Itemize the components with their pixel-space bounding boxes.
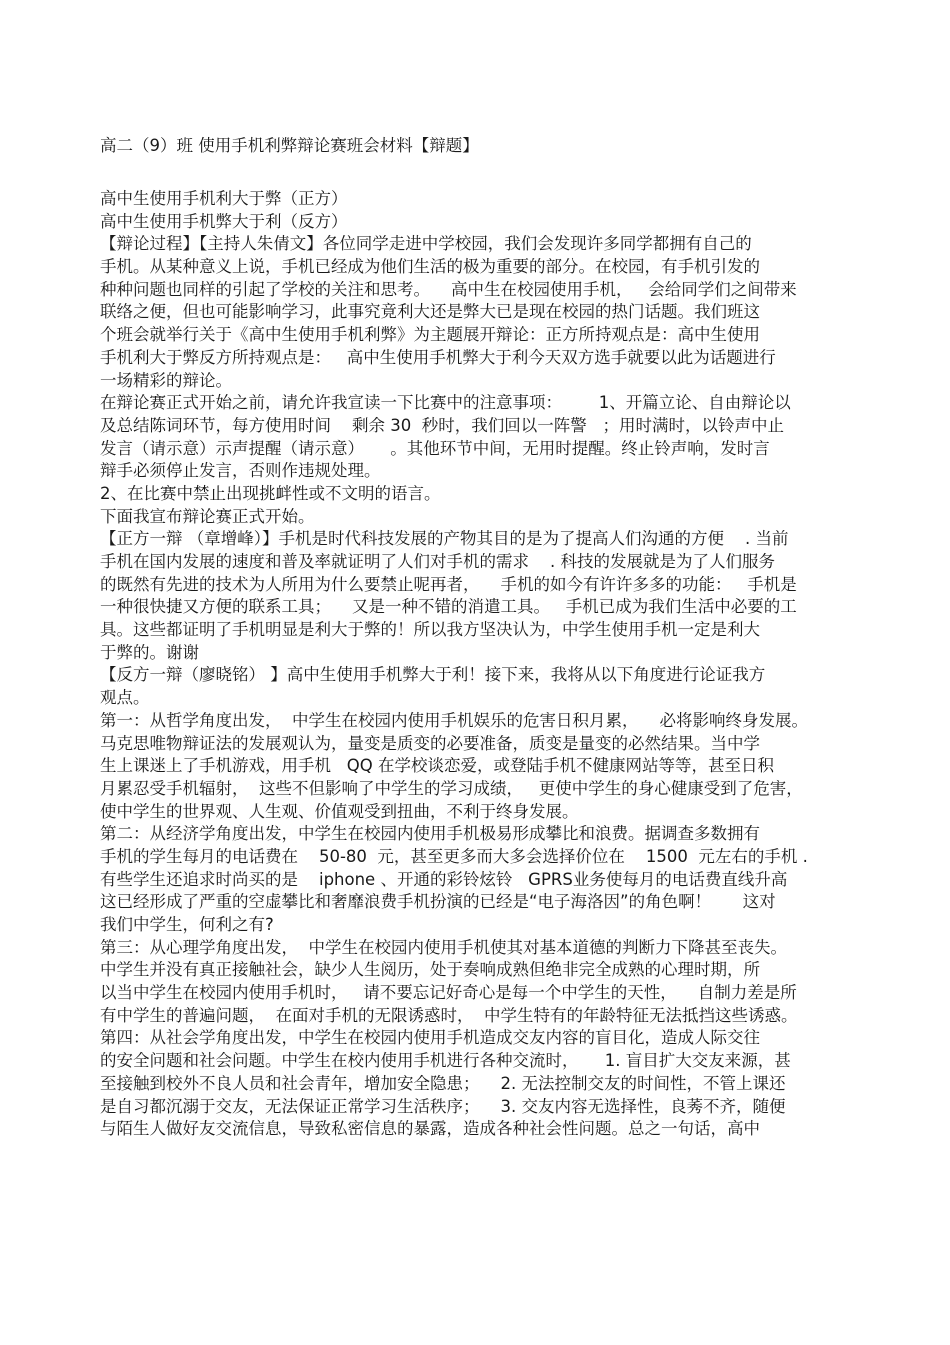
text-line: 种种问题也同样的引起了学校的关注和思考。 高中生在校园使用手机， 会给同学们之间带来: [100, 279, 797, 299]
text-line: 马克思唯物辩证法的发展观认为，量变是质变的必要准备，质变是量变的必然结果。当中学: [100, 733, 760, 753]
text-line: 这已经形成了严重的空虚攀比和奢靡浪费手机扮演的已经是“电子海洛因”的角色啊！ 这对: [100, 892, 776, 912]
text-line: 有些学生还追求时尚买的是 iphone 、开通的彩铃炫铃 GPRS业务使每月的电话费直线升高: [100, 869, 788, 889]
text-line: 手机利大于弊反方所持观点是： 高中生使用手机弊大于利今天双方选手就要以此为话题进行: [100, 347, 776, 367]
text-line: 是自习都沉溺于交友，无法保证正常学习生活秩序； 3. 交友内容无选择性，良莠不齐，随便: [100, 1096, 786, 1116]
text-line: 至接触到校外不良人员和社会青年，增加安全隐患； 2. 无法控制交友的时间性，不管上课还: [100, 1073, 786, 1093]
text-line: 第三：从心理学角度出发， 中学生在校园内使用手机使其对基本道德的判断力下降甚至丧失。: [100, 937, 787, 957]
document-title: 高二（9）班 使用手机利弊辩论赛班会材料【辩题】: [100, 136, 479, 155]
text-line: 观点。: [100, 688, 150, 708]
document-body: [100, 188, 860, 1141]
text-line: 发言（请示意）示声提醒（请示意） 。其他环节中间，无用时提醒。终止铃声响，发时言: [100, 438, 770, 458]
text-line: 第一：从哲学角度出发， 中学生在校园内使用手机娱乐的危害日积月累， 必将影响终身发展。: [100, 710, 808, 730]
text-line: 辩手必须停止发言，否则作违规处理。: [100, 461, 381, 481]
text-line: 使中学生的世界观、人生观、价值观受到扭曲，不利于终身发展。: [100, 801, 579, 821]
text-line: 中学生并没有真正接触社会，缺少人生阅历，处于奏响成熟但绝非完全成熟的心理时期，所: [100, 960, 760, 980]
text-line: 高中生使用手机弊大于利（反方）: [100, 211, 348, 231]
text-line: 手机。从某种意义上说，手机已经成为他们生活的极为重要的部分。在校园，有手机引发的: [100, 257, 760, 277]
text-line: 及总结陈词环节，每方使用时间 剩余 30 秒时，我们回以一阵警 ；用时满时，以铃声中止: [100, 415, 784, 435]
text-line: 个班会就举行关于《高中生使用手机利弊》为主题展开辩论：正方所持观点是：高中生使用: [100, 325, 760, 345]
text-line: 月累忍受手机辐射， 这些不但影响了中学生的学习成绩， 更使中学生的身心健康受到了危害，: [100, 778, 803, 798]
text-line: 的既然有先进的技术为人所用为什么要禁止呢再者， 手机的如今有许许多多的功能： 手机是: [100, 574, 797, 594]
text-line: 一场精彩的辩论。: [100, 370, 232, 390]
text-line: 【反方一辩（廖晓铭） 】高中生使用手机弊大于利！接下来，我将从以下角度进行论证我方: [100, 665, 766, 685]
text-line: 生上课迷上了手机游戏，用手机 QQ 在学校谈恋爱，或登陆手机不健康网站等等，甚至日积: [100, 756, 774, 776]
text-line: 2、在比赛中禁止出现挑衅性或不文明的语言。: [100, 483, 441, 503]
text-line: 一种很快捷又方便的联系工具； 又是一种不错的消遣工具。 手机已成为我们生活中必要的工: [100, 597, 797, 617]
text-line: 具。这些都证明了手机明显是利大于弊的！所以我方坚决认为，中学生使用手机一定是利大: [100, 620, 760, 640]
text-line: 高中生使用手机利大于弊（正方）: [100, 189, 348, 208]
text-line: 于弊的。谢谢: [100, 642, 199, 662]
text-line: 有中学生的普遍问题， 在面对手机的无限诱惑时， 中学生特有的年龄特征无法抵挡这些诱惑。: [100, 1005, 798, 1025]
text-line: 手机的学生每月的电话费在 50-80 元，甚至更多而大多会选择价位在 1500 元左右的手机 .: [100, 846, 808, 866]
text-line: 手机在国内发展的速度和普及率就证明了人们对手机的需求 . 科技的发展就是为了人们服务: [100, 552, 775, 571]
text-line: 第四：从社会学角度出发，中学生在校园内使用手机造成交友内容的盲目化，造成人际交往: [100, 1028, 760, 1048]
text-line: 与陌生人做好友交流信息，导致私密信息的暴露，造成各种社会性问题。总之一句话，高中: [100, 1119, 760, 1139]
text-line: 我们中学生，何利之有?: [100, 915, 274, 934]
text-line: 以当中学生在校园内使用手机时， 请不要忘记好奇心是每一个中学生的天性， 自制力差是所: [100, 983, 797, 1003]
text-line: 在辩论赛正式开始之前，请允许我宣读一下比赛中的注意事项： 1、开篇立论、自由辩论以: [100, 393, 791, 413]
text-line: 的安全问题和社会问题。中学生在校内使用手机进行各种交流时， 1. 盲目扩大交友来源，甚: [100, 1051, 791, 1071]
text-line: 下面我宣布辩论赛正式开始。: [100, 506, 315, 526]
text-line: 【辩论过程】【主持人朱倩文】各位同学走进中学校园，我们会发现许多同学都拥有自己的: [100, 234, 752, 254]
text-line: 第二：从经济学角度出发，中学生在校园内使用手机极易形成攀比和浪费。据调查多数拥有: [100, 824, 760, 844]
text-line: 联络之便，但也可能影响学习，此事究竟利大还是弊大已是现在校园的热门话题。我们班这: [100, 302, 760, 322]
text-line: 【正方一辩 （章增峰）】手机是时代科技发展的产物其目的是为了提高人们沟通的方便 . 当前: [100, 529, 789, 549]
